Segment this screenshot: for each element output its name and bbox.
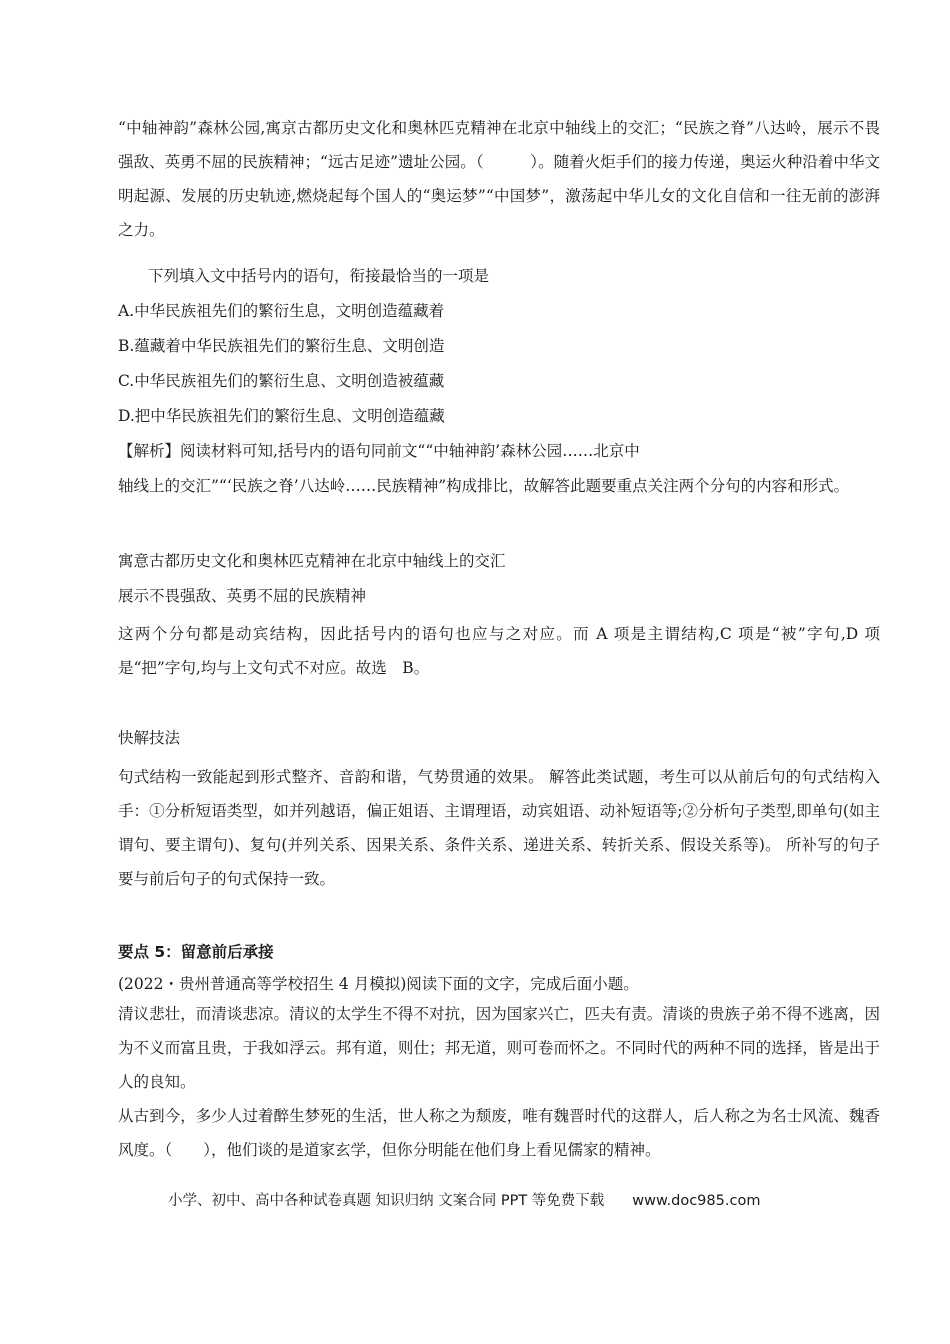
footer-text: 小学、初中、高中各种试卷真题 知识归纳 文案合同 PPT 等免费下载 xyxy=(168,1193,605,1209)
option-d: D.把中华民族祖先们的繁衍生息、文明创造蕴藏 xyxy=(118,407,445,425)
footer xyxy=(168,1190,760,1212)
analysis-conclusion: 这两个分句都是动宾结构，因此括号内的语句也应与之对应。而 A 项是主谓结构,C 项是“被”字句,D 项是“把”字句,均与上文句式不对应。故选 B。 xyxy=(118,625,880,677)
passage-1: “中轴神韵”森林公园,寓京古都历史文化和奥林匹克精神在北京中轴线上的交汇；“民族之脊”八达岭，展示不畏强敌、英勇不屈的民族精神；“远古足迹”遗址公园。（ ）。随着火炬手们的接力传递，奥运火种沿着中华文明起源、发展的历史轨迹,燃烧起每个国人的“奥运梦”“中国梦”，激荡起中华儿女的文化自信和一往无前的澎湃之力。 xyxy=(118,119,880,239)
passage-2-paragraph-1: 清议悲壮，而清谈悲凉。清议的太学生不得不对抗，因为国家兴亡，匹夫有责。清谈的贵族子弟不得不逃离，因为不义而富且贵，于我如浮云。邦有道，则仕；邦无道，则可卷而怀之。不同时代的两种不同的选择，皆是出于人的良知。 xyxy=(118,1005,880,1091)
clause-1: 寓意古都历史文化和奥林匹克精神在北京中轴线上的交汇 xyxy=(118,552,506,570)
option-c: C.中华民族祖先们的繁衍生息、文明创造被蕴藏 xyxy=(118,372,445,390)
analysis-continued: 轴线上的交汇”“‘民族之脊’八达岭……民族精神”构成排比，故解答此题要重点关注两个分句的内容和形式。 xyxy=(118,477,850,495)
option-b: B.蕴藏着中华民族祖先们的繁衍生息、文明创造 xyxy=(118,337,445,355)
source-line: (2022・贵州普通高等学校招生 4 月模拟)阅读下面的文字，完成后面小题。 xyxy=(118,975,639,993)
question-prompt: 下列填入文中括号内的语句，衔接最恰当的一项是 xyxy=(148,267,490,285)
passage-2-paragraph-2: 从古到今，多少人过着醉生梦死的生活，世人称之为颓废，唯有魏晋时代的这群人，后人称之为名士风流、魏香风度。（ ），他们谈的是道家玄学，但你分明能在他们身上看见儒家的精神。 xyxy=(118,1107,880,1159)
tip-body: 句式结构一致能起到形式整齐、音韵和谐，气势贯通的效果。 解答此类试题，考生可以从前后句的句式结构入手：①分析短语类型，如并列越语，偏正姐语、主谓理语，动宾姐语、动补短语等;②分析句子类型,即单句(如主谓句、要主谓句)、复句(并列关系、因果关系、条件关系、递进关系、转折关系、假设关系等)。 所补写的句子要与前后句子的句式保持一致。 xyxy=(118,768,880,888)
section-title: 要点 5：留意前后承接 xyxy=(118,943,274,961)
tip-title: 快解技法 xyxy=(118,729,181,747)
clause-2: 展示不畏强敌、英勇不屈的民族精神 xyxy=(118,587,367,605)
footer-url[interactable]: www.doc985.com xyxy=(632,1193,761,1209)
option-a: A.中华民族祖先们的繁衍生息，文明创造蕴藏着 xyxy=(118,302,445,320)
analysis-heading-line: 【解析】阅读材料可知,括号内的语句同前文““中轴神韵’森林公园……北京中 xyxy=(118,442,640,460)
